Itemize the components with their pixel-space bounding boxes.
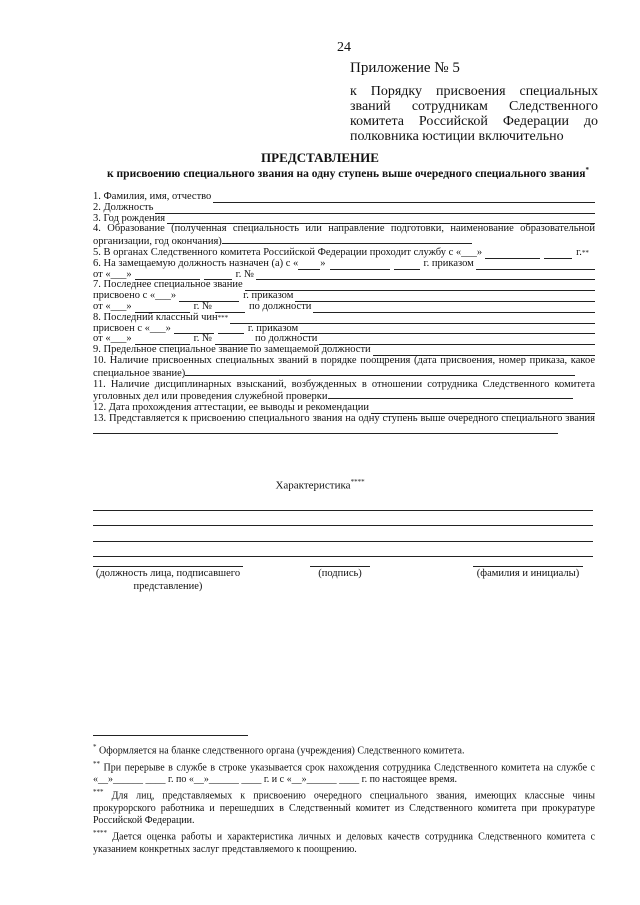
label-class-rank: 8. Последний классный чин bbox=[93, 311, 218, 323]
signature-name-field[interactable] bbox=[473, 566, 583, 580]
field-full-name[interactable] bbox=[213, 194, 595, 203]
field-service-year[interactable] bbox=[544, 250, 572, 259]
label-class-assigned: присвоен с «___» bbox=[93, 322, 171, 334]
field-rank-order-number[interactable] bbox=[215, 304, 245, 313]
footnote-1 bbox=[93, 741, 595, 758]
label-class-order-number: г. № bbox=[193, 333, 212, 345]
footnote-1-text: Оформляется на бланке следственного органа (учреждения) Следственного комитета. bbox=[99, 745, 465, 757]
field-order-number[interactable] bbox=[256, 271, 595, 280]
label-service: 5. В органах Следственного комитета Российской Федерации проходит службу с «___» bbox=[93, 246, 483, 258]
label-position: 2. Должность bbox=[93, 201, 154, 213]
label-nomination: 13. Представляется к присвоению специального звания на одну ступень выше очередного специального звания bbox=[93, 412, 595, 424]
footnote-3 bbox=[93, 786, 595, 827]
form-line-11 bbox=[93, 380, 595, 404]
label-order-from: от «___» bbox=[93, 268, 132, 280]
label-rank-order: г. приказом bbox=[243, 290, 294, 302]
label-birth-year: 3. Год рождения bbox=[93, 212, 166, 224]
field-appointed-order[interactable] bbox=[476, 261, 595, 270]
characteristic-line[interactable] bbox=[93, 526, 593, 542]
footnote-2 bbox=[93, 758, 595, 787]
label-service-year: г. bbox=[576, 246, 582, 258]
label-education: 4. Образование (полученная специальность или направление подготовки, наименование образовательной организации, год окончания) bbox=[93, 223, 595, 248]
signature-position-caption: (должность лица, подписавшего представление) bbox=[95, 568, 241, 592]
label-class-order: г. приказом bbox=[247, 322, 299, 334]
field-last-rank[interactable] bbox=[245, 282, 595, 291]
characteristic-lines[interactable] bbox=[93, 495, 593, 557]
label-incentive-ranks: 10. Наличие присвоенных специальных званий в порядке поощрения (дата присвоения, номер приказа, какое специальное звание) bbox=[93, 354, 595, 379]
label-class-post: по должности bbox=[254, 333, 318, 345]
subtitle-text: к присвоению специального звания на одну ступень выше очередного специального звания bbox=[107, 167, 586, 180]
field-appointed-day[interactable] bbox=[298, 261, 320, 270]
field-class-year[interactable] bbox=[218, 325, 244, 334]
characteristic-line[interactable] bbox=[93, 542, 593, 558]
label-rank-order-from: от «___» bbox=[93, 300, 132, 312]
label-appointed: 6. На замещаемую должность назначен (а) с « bbox=[93, 257, 299, 269]
signature-position-field[interactable] bbox=[93, 566, 243, 593]
footnote-3-text: Для лиц, представляемых к присвоению очередного специального звания, имеющих классные чины прокурорского работника и перешедших в Следственный комитет из Следственного комитета при прокуратуре Российской Федерации. bbox=[93, 790, 595, 826]
form-line-8 bbox=[93, 313, 595, 324]
label-last-rank: 7. Последнее специальное звание bbox=[93, 279, 243, 291]
footnote-4-mark: **** bbox=[93, 829, 107, 838]
label-rank-post: по должности bbox=[248, 300, 312, 312]
characteristic-line[interactable] bbox=[93, 511, 593, 527]
label-appointed-order: г. приказом bbox=[423, 257, 474, 269]
class-rank-footnote-mark: *** bbox=[217, 313, 229, 322]
document-subtitle bbox=[93, 166, 603, 180]
field-position[interactable] bbox=[155, 205, 595, 214]
form-line-13 bbox=[93, 414, 595, 438]
field-disciplinary[interactable] bbox=[328, 390, 573, 399]
field-rank-post[interactable] bbox=[313, 304, 595, 313]
form-line-10 bbox=[93, 356, 595, 380]
footnote-divider bbox=[93, 735, 248, 736]
field-appointed-month[interactable] bbox=[330, 261, 390, 270]
form-line-6 bbox=[93, 259, 595, 270]
form-line-2 bbox=[93, 203, 595, 214]
service-footnote-mark: ** bbox=[581, 248, 589, 257]
characteristic-heading: Характеристика bbox=[275, 479, 351, 492]
characteristic-line[interactable] bbox=[93, 495, 593, 511]
signature-name-caption: (фамилия и инициалы) bbox=[476, 568, 580, 579]
footnote-4-text: Дается оценка работы и характеристика личных и деловых качеств сотрудника Следственного комитета с указанием конкретных заслуг представляемого к поощрению. bbox=[93, 831, 596, 855]
form-line-8a bbox=[93, 324, 595, 335]
footnotes bbox=[93, 741, 595, 856]
footnote-1-mark: * bbox=[93, 743, 97, 751]
label-full-name: 1. Фамилия, имя, отчество bbox=[93, 191, 212, 202]
document-title: ПРЕДСТАВЛЕНИЕ bbox=[261, 150, 379, 165]
label-disciplinary: 11. Наличие дисциплинарных взысканий, возбужденных в отношении сотрудника Следственного комитета уголовных дел или проведения служебной проверки bbox=[93, 378, 595, 403]
characteristic-footnote-mark: **** bbox=[350, 478, 365, 486]
label-attestation: 12. Дата прохождения аттестации, ее выводы и рекомендации bbox=[93, 402, 369, 414]
form-body bbox=[93, 192, 595, 438]
signature-field[interactable] bbox=[310, 566, 370, 580]
field-nomination[interactable] bbox=[93, 425, 558, 434]
field-class-order[interactable] bbox=[300, 325, 595, 334]
field-appointed-year[interactable] bbox=[394, 261, 420, 270]
label-appointed-quote: » bbox=[320, 257, 326, 269]
footnote-2-mark: ** bbox=[93, 759, 100, 768]
footnote-2-text: При перерыве в службе в строке указывается срок нахождения сотрудника Следственного комитета на службе с «__»______ ____ г. по «__»______ ____ г. и с «__»______ ____ г. по настоящее время. bbox=[93, 761, 595, 786]
form-line-7a bbox=[93, 291, 595, 302]
form-line-4 bbox=[93, 224, 595, 248]
field-service-month[interactable] bbox=[485, 250, 540, 259]
label-order-number: г. № bbox=[235, 268, 254, 280]
characteristic-title bbox=[0, 478, 640, 492]
label-rank-order-number: г. № bbox=[193, 300, 212, 312]
field-incentive-ranks[interactable] bbox=[185, 367, 575, 376]
signature-caption: (подпись) bbox=[318, 568, 362, 579]
label-rank-assigned: присвоено с «___» bbox=[93, 290, 177, 302]
subtitle-footnote-mark: * bbox=[585, 166, 589, 174]
label-class-order-from: от «___» bbox=[93, 333, 132, 345]
appendix-title: Приложение № 5 bbox=[350, 60, 460, 76]
appendix-text: к Порядку присвоения специальных званий сотрудникам Следственного комитета Российской Федерации до полковника юстиции включительно bbox=[350, 84, 598, 144]
field-rank-order[interactable] bbox=[295, 293, 595, 302]
form-line-1 bbox=[93, 192, 595, 203]
label-max-rank: 9. Предельное специальное звание по замещаемой должности bbox=[93, 344, 371, 356]
page-number: 24 bbox=[337, 40, 351, 55]
field-education[interactable] bbox=[222, 235, 472, 244]
footnote-4 bbox=[93, 827, 595, 856]
footnote-3-mark: *** bbox=[93, 788, 104, 797]
